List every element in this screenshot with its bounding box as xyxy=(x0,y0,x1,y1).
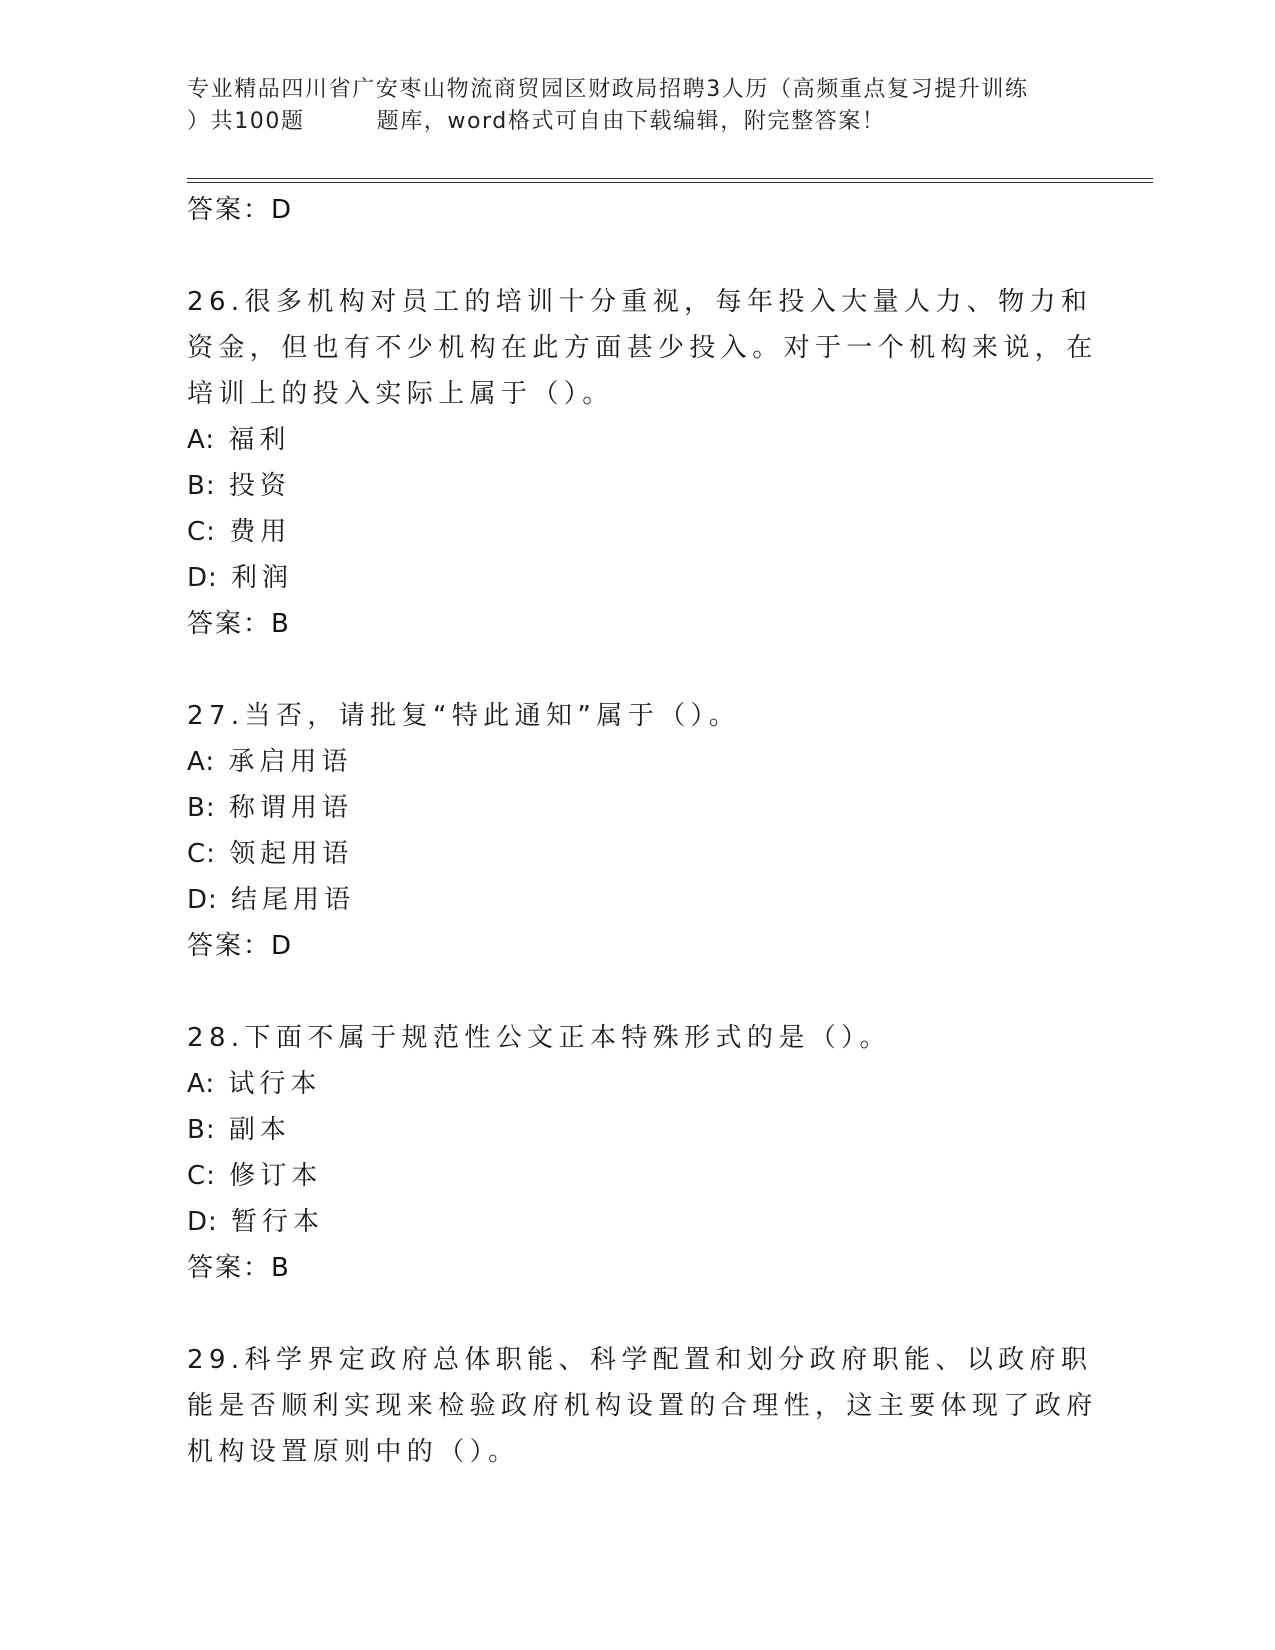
option-b xyxy=(187,785,1117,831)
option-d xyxy=(187,555,1117,601)
question-stem: 27.当否，请批复“特此通知”属于（）。 xyxy=(187,701,741,731)
option-c xyxy=(187,509,1117,555)
header-line-1: 专业精品四川省广安枣山物流商贸园区财政局招聘3人历（高频重点复习提升训练 xyxy=(187,77,1029,102)
answer-25: 答案：D xyxy=(187,195,294,225)
option-key: D: xyxy=(187,1207,218,1237)
header-divider-bottom xyxy=(187,182,1153,183)
option-text: 投资 xyxy=(228,471,291,501)
answer-26: 答案：B xyxy=(187,609,291,639)
option-text: 暂行本 xyxy=(231,1207,325,1237)
option-text: 副本 xyxy=(228,1115,291,1145)
answer-27: 答案：D xyxy=(187,931,294,961)
option-text: 修订本 xyxy=(229,1161,323,1191)
question-29 xyxy=(187,1337,1117,1475)
question-27 xyxy=(187,693,1117,969)
option-a xyxy=(187,739,1117,785)
option-text: 试行本 xyxy=(228,1069,322,1099)
option-b xyxy=(187,1107,1117,1153)
option-key: D: xyxy=(187,563,218,593)
question-stem: 28.下面不属于规范性公文正本特殊形式的是（）。 xyxy=(187,1023,891,1053)
option-text: 费用 xyxy=(229,517,292,547)
header-line-2 xyxy=(187,106,1087,138)
page-header xyxy=(187,74,1087,138)
option-b xyxy=(187,463,1117,509)
question-28 xyxy=(187,1015,1117,1291)
header-line-2-suffix: 题库，word格式可自由下载编辑，附完整答案！ xyxy=(376,109,886,134)
option-key: A: xyxy=(187,1069,216,1099)
option-key: C: xyxy=(187,1161,216,1191)
option-key: C: xyxy=(187,839,216,869)
option-d xyxy=(187,877,1117,923)
option-key: B: xyxy=(187,1115,216,1145)
option-text: 福利 xyxy=(228,425,291,455)
option-d xyxy=(187,1199,1117,1245)
option-a xyxy=(187,417,1117,463)
option-text: 称谓用语 xyxy=(228,793,353,823)
option-text: 承启用语 xyxy=(228,747,353,777)
header-divider-top xyxy=(187,178,1153,179)
option-key: B: xyxy=(187,471,216,501)
option-key: C: xyxy=(187,517,216,547)
document-body xyxy=(187,187,1117,1475)
option-a xyxy=(187,1061,1117,1107)
option-key: A: xyxy=(187,425,216,455)
option-key: B: xyxy=(187,793,216,823)
option-c xyxy=(187,831,1117,877)
question-stem: 29.科学界定政府总体职能、科学配置和划分政府职能、以政府职能是否顺利实现来检验政府机构设置的合理性，这主要体现了政府机构设置原则中的（）。 xyxy=(187,1345,1098,1467)
option-text: 利润 xyxy=(231,563,294,593)
option-c xyxy=(187,1153,1117,1199)
answer-28: 答案：B xyxy=(187,1253,291,1283)
question-26 xyxy=(187,279,1117,647)
option-text: 结尾用语 xyxy=(231,885,356,915)
option-key: A: xyxy=(187,747,216,777)
header-line-2-prefix: ）共100题 xyxy=(187,109,305,134)
question-stem: 26.很多机构对员工的培训十分重视，每年投入大量人力、物力和资金，但也有不少机构在此方面甚少投入。对于一个机构来说，在培训上的投入实际上属于（）。 xyxy=(187,287,1098,409)
option-key: D: xyxy=(187,885,218,915)
option-text: 领起用语 xyxy=(229,839,354,869)
